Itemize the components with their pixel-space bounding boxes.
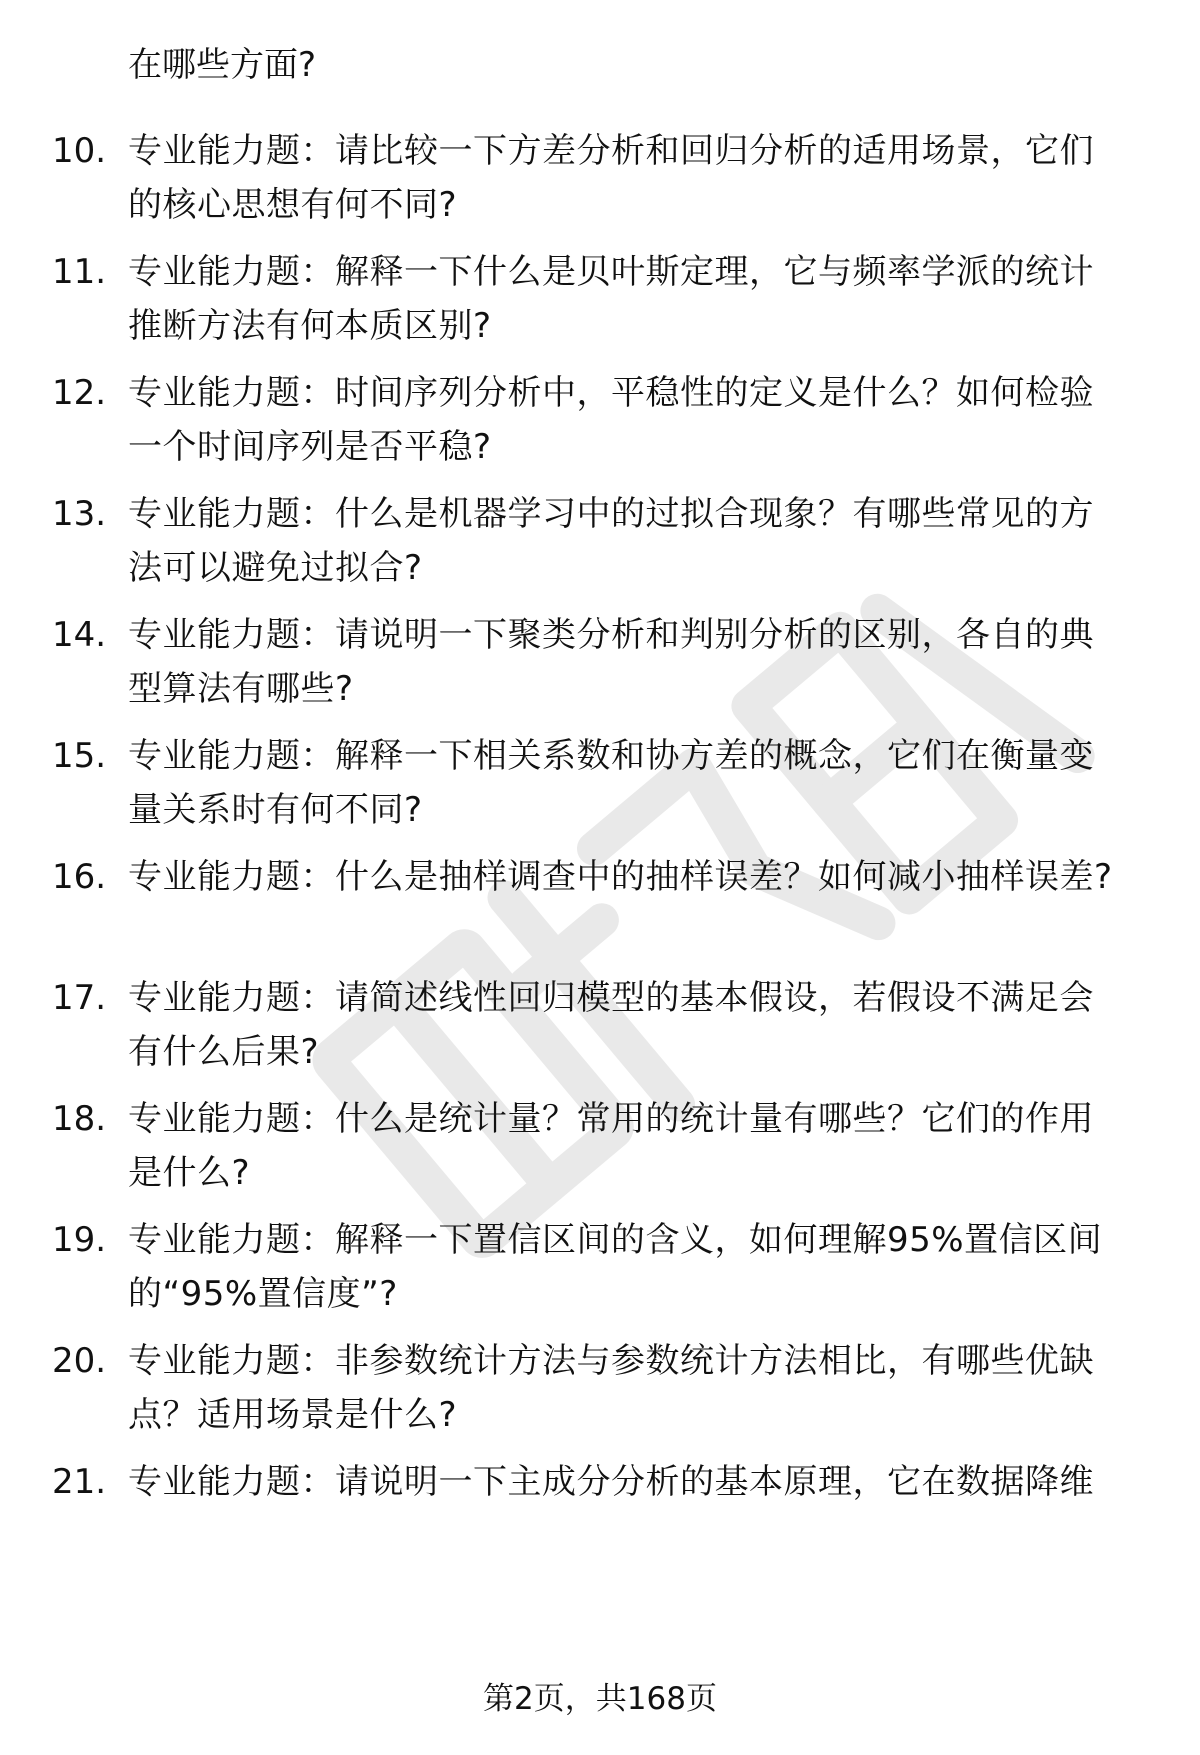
question-number: 12. xyxy=(52,373,107,413)
question-text: 专业能力题：时间序列分析中，平稳性的定义是什么？如何检验一个时间序列是否平稳? xyxy=(128,373,1094,467)
question-text: 专业能力题：解释一下置信区间的含义，如何理解95%置信区间的“95%置信度”? xyxy=(128,1220,1103,1314)
list-item xyxy=(0,971,1200,1071)
question-text: 专业能力题：请比较一下方差分析和回归分析的适用场景，它们的核心思想有何不同? xyxy=(128,131,1094,225)
list-item xyxy=(0,1334,1200,1434)
list-item xyxy=(0,608,1200,708)
question-text: 专业能力题：请说明一下聚类分析和判别分析的区别，各自的典型算法有哪些? xyxy=(128,615,1094,709)
question-number: 17. xyxy=(52,978,107,1018)
question-number: 16. xyxy=(52,857,107,897)
list-item xyxy=(0,729,1200,829)
list-item xyxy=(0,124,1200,224)
question-number: 10. xyxy=(52,131,107,171)
list-item xyxy=(0,487,1200,587)
question-number: 13. xyxy=(52,494,107,534)
question-text: 专业能力题：什么是抽样调查中的抽样误差？如何减小抽样误差? xyxy=(128,857,1113,897)
question-text: 专业能力题：什么是机器学习中的过拟合现象？有哪些常见的方法可以避免过拟合? xyxy=(128,494,1094,588)
page-footer: 第2页，共168页 xyxy=(483,1681,717,1717)
question-number: 11. xyxy=(52,252,107,292)
question-text: 专业能力题：解释一下什么是贝叶斯定理，它与频率学派的统计推断方法有何本质区别? xyxy=(128,252,1094,346)
list-item xyxy=(0,1213,1200,1313)
list-item xyxy=(0,245,1200,345)
list-item xyxy=(0,850,1200,950)
question-number: 19. xyxy=(52,1220,107,1260)
list-item xyxy=(0,1455,1200,1555)
question-number: 15. xyxy=(52,736,107,776)
continuation-text: 在哪些方面? xyxy=(128,45,317,85)
question-text: 专业能力题：非参数统计方法与参数统计方法相比，有哪些优缺点？适用场景是什么? xyxy=(128,1341,1094,1435)
question-text: 专业能力题：解释一下相关系数和协方差的概念，它们在衡量变量关系时有何不同? xyxy=(128,736,1094,830)
question-number: 14. xyxy=(52,615,107,655)
question-text: 专业能力题：请简述线性回归模型的基本假设，若假设不满足会有什么后果? xyxy=(128,978,1094,1072)
question-number: 20. xyxy=(52,1341,107,1381)
question-text: 专业能力题：什么是统计量？常用的统计量有哪些？它们的作用是什么? xyxy=(128,1099,1094,1193)
list-item xyxy=(0,366,1200,466)
question-number: 21. xyxy=(52,1462,107,1502)
list-item xyxy=(0,1092,1200,1192)
question-text: 专业能力题：请说明一下主成分分析的基本原理，它在数据降维 xyxy=(128,1462,1094,1502)
question-number: 18. xyxy=(52,1099,107,1139)
